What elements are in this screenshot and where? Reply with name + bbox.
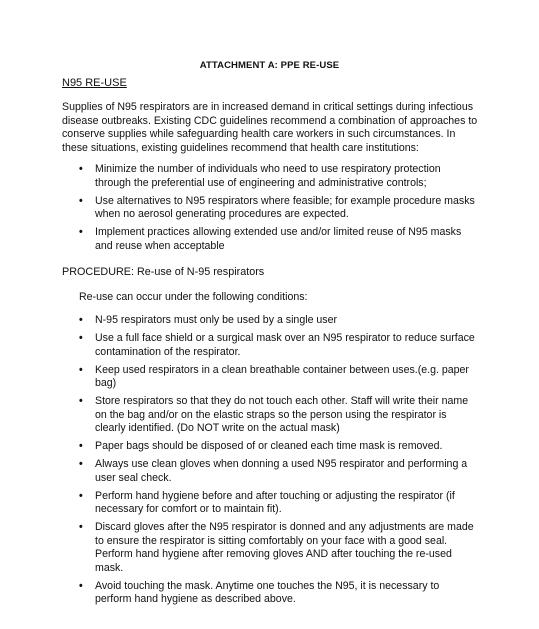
bullet-icon: • (79, 314, 83, 326)
list-item-text: Use a full face shield or a surgical mask over an N95 respirator to reduce surface contamination of the respirator. (95, 332, 475, 358)
bullet-icon: • (79, 489, 83, 502)
list-item (79, 580, 477, 607)
bullet-icon: • (79, 194, 83, 207)
section-heading-n95-reuse: N95 RE-USE (62, 77, 127, 89)
bullet-icon: • (79, 579, 83, 592)
list-item (79, 490, 477, 517)
list-item-text: Use alternatives to N95 respirators where feasible; for example procedure masks when no aerosol generating procedures are expected. (95, 194, 475, 220)
intro-paragraph: Supplies of N95 respirators are in increased demand in critical settings during infectious disease outbreaks. Existing CDC guidelines recommend a combination of approaches to conserve supplies while safeguarding health care workers in such circumstances. In these situations, existing guidelines recommend that health care institutions: (62, 101, 478, 154)
bullet-icon: • (79, 440, 83, 452)
list-item (79, 226, 477, 253)
list-item (79, 395, 477, 436)
list-item (79, 332, 477, 359)
list-item-text: Perform hand hygiene before and after touching or adjusting the respirator (if necessary for comfort or to maintain fit). (95, 489, 455, 515)
list-item (79, 440, 477, 454)
list-item-text: Always use clean gloves when donning a used N95 respirator and performing a user seal check. (95, 458, 468, 484)
list-item (79, 163, 477, 190)
list-item-text: Implement practices allowing extended use and/or limited reuse of N95 masks and reuse when acceptable (95, 226, 462, 252)
procedure-heading: PROCEDURE: Re-use of N-95 respirators (62, 266, 265, 278)
guideline-list (79, 163, 477, 258)
list-item (79, 195, 477, 222)
bullet-icon: • (79, 395, 83, 407)
list-item-text: Keep used respirators in a clean breathable container between uses.(e.g. paper bag) (95, 363, 469, 389)
procedure-list (79, 314, 477, 611)
list-item (79, 458, 477, 485)
bullet-icon: • (79, 458, 83, 470)
list-item (79, 314, 477, 328)
bullet-icon: • (79, 521, 83, 533)
bullet-icon: • (79, 332, 83, 344)
list-item-text: Discard gloves after the N95 respirator is donned and any adjustments are made to ensure the respirator is sitting comfortably on your face with a good seal. Perform hand hygiene after removing gloves AND after touching the re-used mask. (95, 521, 474, 574)
list-item-text: Avoid touching the mask. Anytime one touches the N95, it is necessary to perform hand hygiene as described above. (95, 579, 440, 605)
bullet-icon: • (79, 363, 83, 376)
procedure-intro: Re-use can occur under the following conditions: (79, 291, 308, 303)
list-item-text: N-95 respirators must only be used by a single user (95, 314, 338, 326)
list-item-text: Store respirators so that they do not touch each other. Staff will write their name on the bag and/or on the elastic straps so the person using the respirator is clearly identified. (Do NOT write on the actual mask) (95, 395, 469, 434)
list-item-text: Minimize the number of individuals who need to use respiratory protection through the preferential use of engineering and administrative controls; (95, 163, 441, 189)
list-item-text: Paper bags should be disposed of or cleaned each time mask is removed. (95, 440, 443, 452)
list-item (79, 364, 477, 391)
bullet-icon: • (79, 226, 83, 238)
list-item (79, 521, 477, 575)
attachment-title: ATTACHMENT A: PPE RE-USE (199, 60, 340, 71)
bullet-icon: • (79, 163, 83, 175)
